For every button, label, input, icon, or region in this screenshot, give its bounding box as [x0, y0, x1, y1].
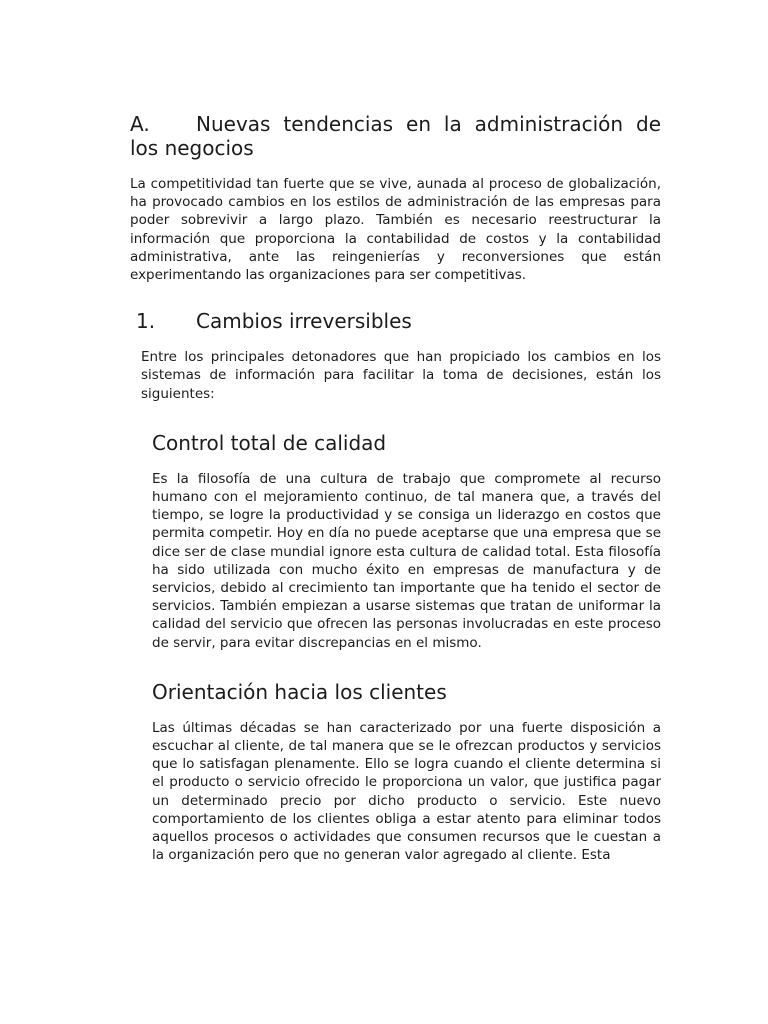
- heading-letter: A.: [130, 112, 150, 136]
- section-title: Cambios irreversibles: [196, 309, 412, 334]
- paragraph-control-calidad: Es la filosofía de una cultura de trabajo que compromete al recurso humano con el mejoramiento continuo, de tal manera que, a través del tiempo, se logre la productividad y se consiga un liderazgo en costos que permita competir. Hoy en día no puede aceptarse que una empresa que se dice ser de clase mundial ignore esta cultura de calidad total. Esta filosofía ha sido utilizada con mucho éxito en empresas de manufactura y de servicios, debido al crecimiento tan importante que ha tenido el sector de servicios. También empiezan a usarse sistemas que tratan de uniformar la calidad del servicio que ofrecen las personas involucradas en este proceso de servir, para evitar discrepancias en el mismo.: [152, 470, 661, 651]
- subheading-control-calidad: Control total de calidad: [152, 430, 387, 455]
- document-page: [130, 112, 661, 864]
- main-heading: [130, 112, 661, 160]
- heading-title: Nuevas tendencias en la administración de los negocios: [130, 112, 661, 160]
- paragraph-orientacion-clientes: Las últimas décadas se han caracterizado por una fuerte disposición a escuchar al cliente, de tal manera que se le ofrezcan productos y servicios que lo satisfagan plenamente. Ello se logra cuando el cliente determina si el producto o servicio ofrecido le proporciona un valor, que justifica pagar un determinado precio por dicho producto o servicio. Este nuevo comportamiento de los clientes obliga a estar atento para eliminar todos aquellos procesos o actividades que consumen recursos que le cuestan a la organización pero que no generan valor agregado al cliente. Esta: [152, 719, 661, 864]
- section-number: 1.: [136, 309, 156, 334]
- section-heading: [136, 309, 661, 333]
- subheading-orientacion-clientes: Orientación hacia los clientes: [152, 679, 447, 704]
- section-paragraph: Entre los principales detonadores que han propiciado los cambios en los sistemas de información para facilitar la toma de decisiones, están los siguientes:: [141, 349, 661, 402]
- intro-paragraph: La competitividad tan fuerte que se vive, aunada al proceso de globalización, ha provocado cambios en los estilos de administración de las empresas para poder sobrevivir a largo plazo. También es necesario reestructurar la información que proporciona la contabilidad de costos y la contabilidad administrativa, ante las reingenierías y reconversiones que están experimentando las organizaciones para ser competitivas.: [130, 176, 661, 284]
